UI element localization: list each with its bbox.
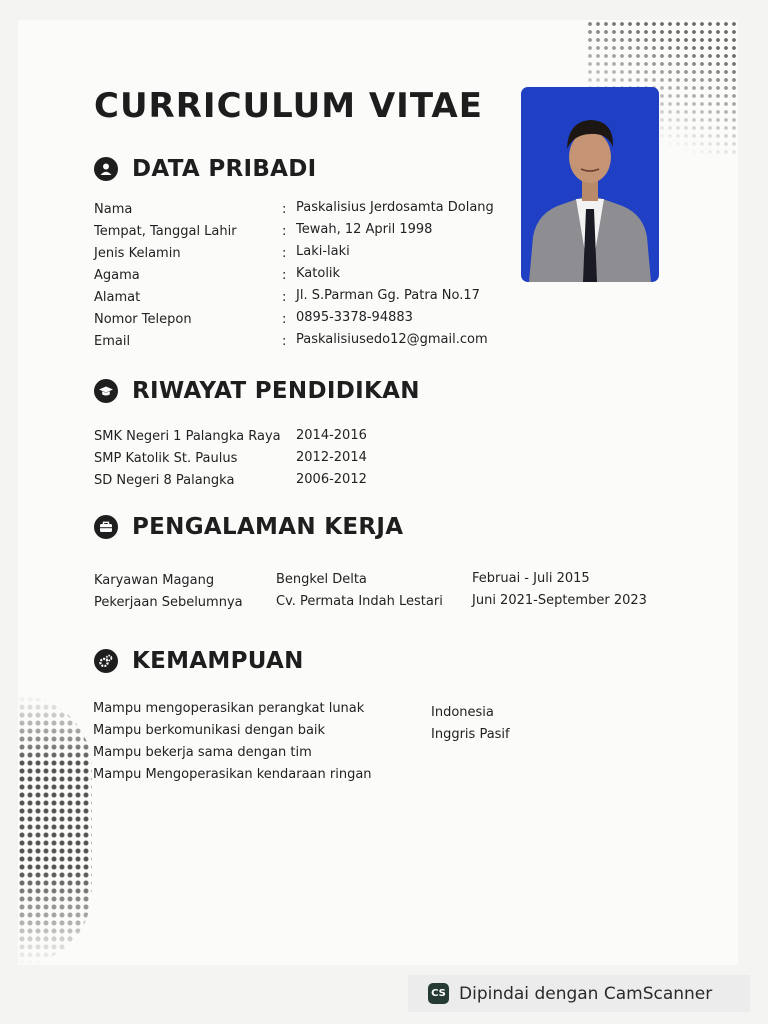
education-school: SMP Katolik St. Paulus bbox=[94, 451, 238, 466]
ability-item: Mampu mengoperasikan perangkat lunak bbox=[93, 701, 365, 716]
personal-value-birth: Tewah, 12 April 1998 bbox=[296, 222, 433, 237]
language-item: Indonesia bbox=[431, 705, 494, 720]
section-personal-header bbox=[94, 156, 317, 182]
section-education-header bbox=[94, 378, 420, 404]
personal-separator: : bbox=[282, 202, 287, 217]
ability-item: Mampu Mengoperasikan kendaraan ringan bbox=[93, 767, 372, 782]
personal-value-religion: Katolik bbox=[296, 266, 341, 281]
education-school: SMK Negeri 1 Palangka Raya bbox=[94, 429, 281, 444]
section-skills-header bbox=[94, 648, 304, 674]
section-skills-title: KEMAMPUAN bbox=[132, 648, 304, 674]
page-title: CURRICULUM VITAE bbox=[94, 86, 483, 126]
education-years: 2012-2014 bbox=[296, 450, 367, 465]
personal-value-address: Jl. S.Parman Gg. Patra No.17 bbox=[296, 288, 480, 303]
personal-value-gender: Laki-laki bbox=[296, 244, 350, 259]
section-education-title: RIWAYAT PENDIDIKAN bbox=[132, 378, 420, 404]
cv-page bbox=[18, 20, 738, 965]
experience-period: Februai - Juli 2015 bbox=[472, 571, 590, 586]
experience-company: Bengkel Delta bbox=[276, 572, 367, 587]
experience-position: Pekerjaan Sebelumnya bbox=[94, 595, 243, 610]
personal-separator: : bbox=[282, 334, 287, 349]
personal-label-birth: Tempat, Tanggal Lahir bbox=[94, 224, 237, 239]
section-experience-title: PENGALAMAN KERJA bbox=[132, 514, 404, 540]
section-personal-title: DATA PRIBADI bbox=[132, 156, 317, 182]
gear-icon bbox=[94, 649, 118, 673]
personal-value-email: Paskalisiusedo12@gmail.com bbox=[296, 332, 488, 347]
personal-label-name: Nama bbox=[94, 202, 133, 217]
personal-label-address: Alamat bbox=[94, 290, 141, 305]
education-school: SD Negeri 8 Palangka bbox=[94, 473, 235, 488]
profile-photo bbox=[521, 87, 659, 282]
ability-item: Mampu bekerja sama dengan tim bbox=[93, 745, 312, 760]
section-experience-header bbox=[94, 514, 403, 540]
personal-separator: : bbox=[282, 224, 287, 239]
personal-label-religion: Agama bbox=[94, 268, 140, 283]
personal-separator: : bbox=[282, 290, 287, 305]
education-years: 2006-2012 bbox=[296, 472, 367, 487]
ability-item: Mampu berkomunikasi dengan baik bbox=[93, 723, 326, 738]
halftone-decoration-bottom bbox=[18, 695, 92, 965]
personal-separator: : bbox=[282, 312, 287, 327]
personal-value-phone: 0895-3378-94883 bbox=[296, 310, 413, 325]
experience-position: Karyawan Magang bbox=[94, 573, 215, 588]
language-item: Inggris Pasif bbox=[431, 727, 510, 742]
personal-value-name: Paskalisius Jerdosamta Dolang bbox=[296, 200, 494, 215]
user-circle-icon bbox=[94, 157, 118, 181]
watermark-text: Dipindai dengan CamScanner bbox=[459, 983, 713, 1004]
experience-period: Juni 2021-September 2023 bbox=[472, 593, 647, 608]
personal-label-gender: Jenis Kelamin bbox=[94, 246, 181, 261]
camscanner-logo: CS bbox=[428, 983, 449, 1004]
personal-label-email: Email bbox=[94, 334, 131, 349]
education-years: 2014-2016 bbox=[296, 428, 367, 443]
experience-company: Cv. Permata Indah Lestari bbox=[276, 594, 443, 609]
camscanner-watermark bbox=[408, 975, 750, 1012]
briefcase-icon bbox=[94, 515, 118, 539]
graduation-cap-icon bbox=[94, 379, 118, 403]
personal-separator: : bbox=[282, 268, 287, 283]
personal-label-phone: Nomor Telepon bbox=[94, 312, 192, 327]
personal-separator: : bbox=[282, 246, 287, 261]
